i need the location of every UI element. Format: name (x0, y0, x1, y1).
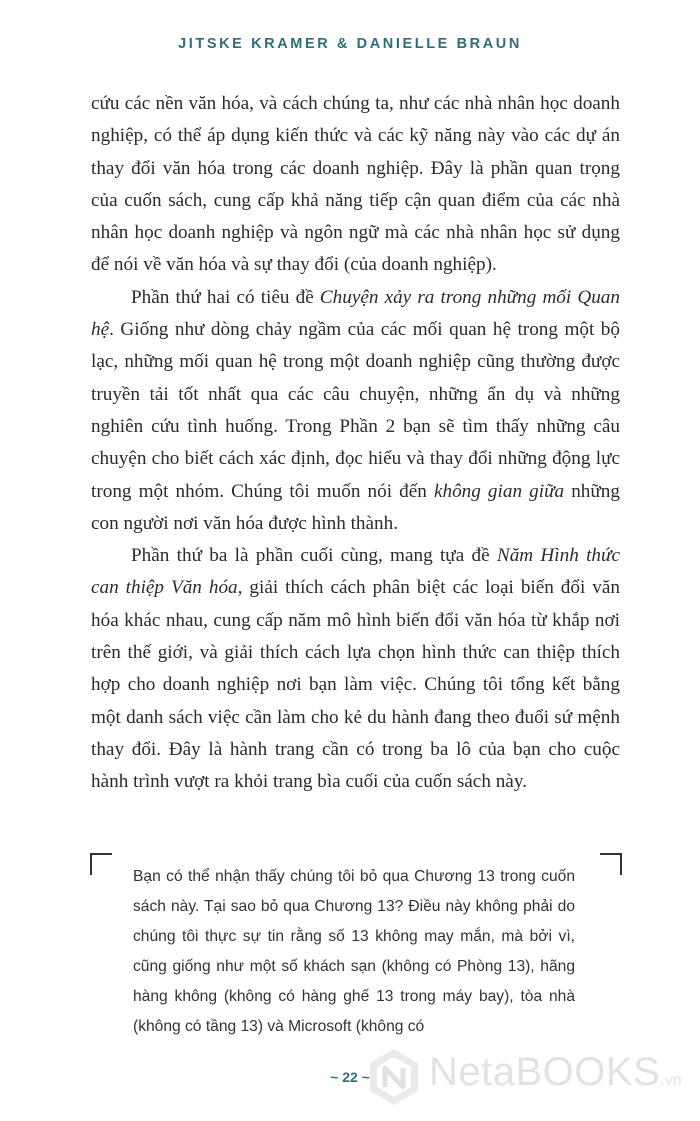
watermark-brand-name: NetaBOOKS (429, 1050, 661, 1094)
paragraph-2-lead: Phần thứ hai có tiêu đề (131, 286, 320, 308)
watermark-tld: .vn (660, 1072, 682, 1089)
callout-box (90, 848, 622, 1048)
watermark-brand (429, 1050, 682, 1095)
paragraph-2 (91, 282, 620, 540)
callout-paragraph: Bạn có thể nhận thấy chúng tôi bỏ qua Chương 13 trong cuốn sách này. Tại sao bỏ qua Chương 13? Điều này không phải do chúng tôi thực sự tin rằng số 13 không may mắn, mà bởi vì, cũng giống như một số khách sạn (không có Phòng 13), hãng hàng không (không có hàng ghế 13 trong máy bay), tòa nhà (không có tầng 13) và Microsoft (không có (133, 868, 575, 1035)
paragraph-2-end: những con người nơi văn hóa được hình thành. (91, 480, 620, 534)
part-3-title: Năm Hình thức can thiệp Văn hóa (91, 545, 621, 599)
paragraph-3-lead: Phần thứ ba là phần cuối cùng, mang tựa đề (131, 545, 497, 567)
running-head: JITSKE KRAMER & DANIELLE BRAUN (178, 36, 522, 52)
emphasis-space-between: không gian giữa (433, 480, 565, 502)
netabooks-logo-icon (363, 1046, 425, 1108)
page-number: ~ 22 ~ (330, 1069, 370, 1085)
corner-bracket-right-icon (600, 853, 622, 875)
part-2-title: Chuyện xảy ra trong những mối Quan hệ (91, 286, 620, 341)
paragraph-2-middle: . Giống như dòng chảy ngầm của các mối quan hệ trong một bộ lạc, những mối quan hệ trong một doanh nghiệp cũng thường được truyền tải tốt nhất qua các câu chuyện, những ẩn dụ và những nghiên cứu tình huống. Trong Phần 2 bạn sẽ tìm thấy những câu chuyện cho biết cách xác định, đọc hiểu và thay đổi những động lực trong một nhóm. Chúng tôi muốn nói đến (91, 319, 620, 502)
paragraph-3 (91, 540, 620, 798)
callout-text (133, 862, 575, 1041)
paragraph-1: cứu các nền văn hóa, và cách chúng ta, như các nhà nhân học doanh nghiệp, có thể áp dụng kiến thức và các kỹ năng này vào các dự án thay đổi văn hóa trong các doanh nghiệp. Đây là phần quan trọng của cuốn sách, cung cấp khả năng tiếp cận quan điểm của các nhà nhân học doanh nghiệp và ngôn ngữ mà các nhà nhân học sử dụng để nói về văn hóa và sự thay đổi (của doanh nghiệp). (91, 93, 620, 276)
body-text (91, 88, 620, 799)
corner-bracket-left-icon (90, 853, 112, 875)
paragraph-3-rest: , giải thích cách phân biệt các loại biến đổi văn hóa khác nhau, cung cấp năm mô hình biến đổi văn hóa từ khắp nơi trên thế giới, và giải thích cách lựa chọn hình thức can thiệp thích hợp cho doanh nghiệp nơi bạn làm việc. Chúng tôi tổng kết bằng một danh sách việc cần làm cho kẻ du hành đang theo đuổi sứ mệnh thay đổi. Đây là hành trang cần có trong ba lô của bạn cho cuộc hành trình vượt ra khỏi trang bìa cuối của cuốn sách này. (91, 577, 620, 793)
watermark (363, 1046, 693, 1108)
